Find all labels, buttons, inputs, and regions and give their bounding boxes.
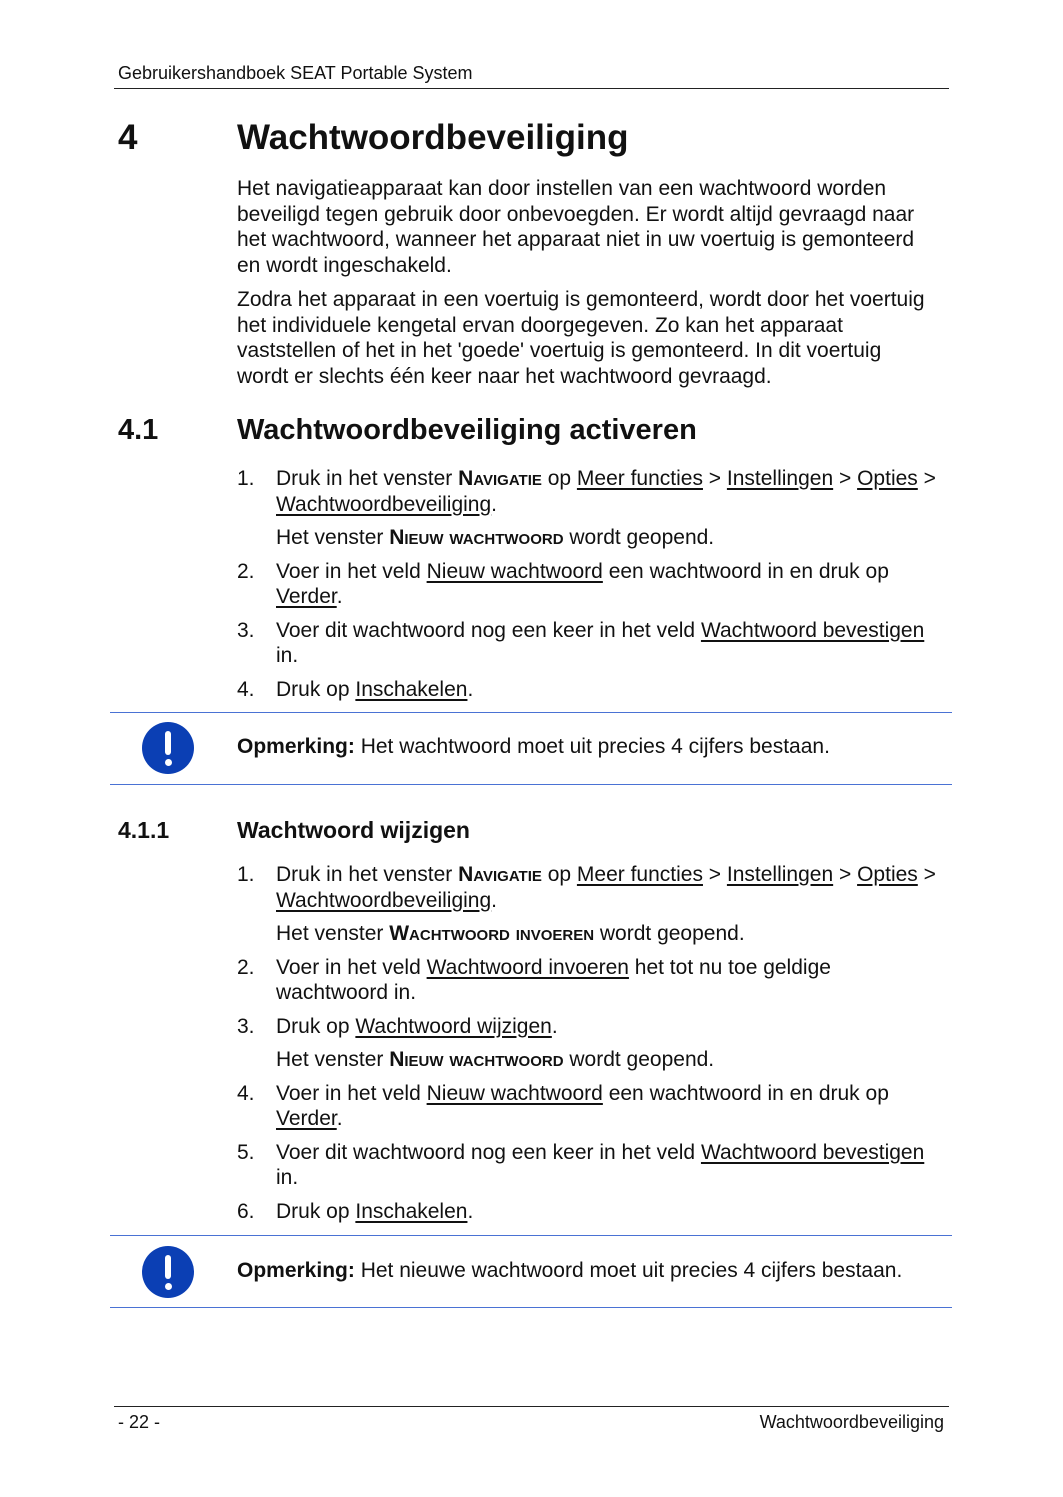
steps-list — [237, 466, 937, 710]
step-text: > — [833, 863, 858, 886]
step-text: op — [541, 467, 577, 490]
note — [237, 735, 830, 759]
step-text: Druk in het venster — [276, 863, 459, 886]
step-number: 6. — [237, 1199, 255, 1223]
step-text: . — [467, 677, 474, 701]
step-instruction — [276, 677, 937, 703]
note-text: Het wachtwoord moet uit precies 4 cijfers bestaan. — [354, 735, 830, 758]
menu-reference: Inschakelen — [355, 1199, 468, 1223]
note-label: Opmerking: — [237, 735, 355, 758]
step-text: Druk op — [276, 677, 356, 701]
window-name: Navigatie — [458, 863, 542, 886]
note-rule-bottom — [110, 1307, 952, 1308]
step-text: een wachtwoord in en druk op — [602, 559, 889, 583]
note-label: Opmerking: — [237, 1259, 355, 1282]
menu-reference: Verder — [276, 585, 337, 608]
running-header: Gebruikershandboek SEAT Portable System — [118, 63, 473, 83]
exclamation-icon — [142, 1246, 194, 1298]
step-item — [237, 1014, 937, 1073]
step-item — [237, 677, 937, 703]
window-name: Wachtwoord invoeren — [389, 922, 595, 945]
step-text: het tot nu toe geldige wachtwoord in. — [276, 955, 831, 1004]
step-text: . — [336, 1107, 343, 1130]
step-text: Druk in het venster — [276, 467, 459, 490]
step-text: > — [702, 467, 727, 490]
window-name: Navigatie — [458, 467, 542, 490]
step-text: Het venster — [276, 526, 390, 549]
step-item — [237, 466, 937, 551]
menu-reference: Instellingen — [726, 467, 834, 490]
menu-reference: Verder — [276, 1107, 337, 1130]
chapter-intro — [237, 176, 937, 398]
menu-reference: Instellingen — [726, 863, 834, 886]
step-text: > — [917, 863, 936, 886]
step-item — [237, 955, 937, 1006]
note — [237, 1259, 902, 1283]
step-text: in. — [276, 644, 299, 667]
section-title: Wachtwoordbeveiliging activeren — [237, 414, 697, 446]
menu-reference: Wachtwoordbeveiliging — [276, 888, 492, 912]
step-text: Voer in het veld — [276, 559, 427, 583]
note-rule-top — [110, 1235, 952, 1236]
exclamation-icon — [142, 722, 194, 774]
window-name: Nieuw wachtwoord — [389, 526, 564, 549]
page-number: - 22 - — [118, 1412, 161, 1432]
menu-reference: Wachtwoord wijzigen — [355, 1014, 552, 1038]
step-text: Het venster — [276, 1048, 390, 1071]
menu-reference: Nieuw wachtwoord — [426, 559, 603, 583]
step-text: Voer in het veld — [276, 955, 427, 979]
step-instruction — [276, 559, 937, 610]
step-text: wordt geopend. — [563, 1048, 715, 1071]
step-instruction — [276, 618, 937, 669]
step-result — [276, 921, 937, 947]
menu-reference: Wachtwoord invoeren — [426, 955, 629, 979]
menu-reference: Inschakelen — [355, 677, 468, 701]
step-text: op — [541, 863, 577, 886]
menu-reference: Opties — [857, 863, 918, 886]
step-instruction — [276, 1140, 937, 1191]
step-instruction — [276, 1014, 937, 1040]
step-text: wordt geopend. — [594, 922, 745, 945]
section-number: 4.1 — [118, 414, 159, 446]
step-text: . — [491, 492, 498, 516]
step-text: Druk op — [276, 1014, 356, 1038]
header-rule — [114, 88, 949, 89]
step-result — [276, 1047, 937, 1073]
step-text: Voer dit wachtwoord nog een keer in het veld — [276, 618, 701, 642]
menu-reference: Meer functies — [576, 863, 703, 886]
step-instruction — [276, 955, 937, 1006]
footer-rule — [114, 1406, 949, 1407]
step-number: 4. — [237, 1081, 255, 1105]
step-item — [237, 559, 937, 610]
subsection-title: Wachtwoord wijzigen — [237, 817, 470, 843]
step-number: 4. — [237, 677, 255, 701]
menu-reference: Wachtwoordbeveiliging — [276, 492, 492, 516]
step-number: 2. — [237, 559, 255, 583]
step-text: wordt geopend. — [563, 526, 715, 549]
step-text: . — [336, 585, 343, 608]
menu-reference: Meer functies — [576, 467, 703, 490]
step-number: 1. — [237, 863, 255, 886]
step-result — [276, 525, 937, 551]
step-number: 3. — [237, 618, 255, 642]
step-text: . — [467, 1199, 474, 1223]
note-text: Het nieuwe wachtwoord moet uit precies 4 cijfers bestaan. — [354, 1259, 903, 1282]
step-text: > — [702, 863, 727, 886]
intro-paragraph: Zodra het apparaat in een voertuig is gemonteerd, wordt door het voertuig het individuele kengetal ervan doorgegeven. Zo kan het apparaat vaststellen of het in het 'goede' voertuig is gemonteerd. In dit voertuig wordt er slechts één keer naar het wachtwoord gevraagd. — [237, 288, 925, 388]
step-number: 5. — [237, 1140, 255, 1164]
window-name: Nieuw wachtwoord — [389, 1048, 564, 1071]
step-number: 3. — [237, 1014, 255, 1038]
step-instruction — [276, 862, 937, 913]
subsection-number: 4.1.1 — [118, 817, 170, 843]
steps-list — [237, 862, 937, 1232]
step-item — [237, 1081, 937, 1132]
step-instruction — [276, 1199, 937, 1225]
menu-reference: Wachtwoord bevestigen — [700, 618, 925, 642]
note-rule-bottom — [110, 784, 952, 785]
step-item — [237, 618, 937, 669]
chapter-title: Wachtwoordbeveiliging — [237, 118, 629, 157]
step-text: Het venster — [276, 922, 390, 945]
step-text: . — [551, 1014, 558, 1038]
footer-section: Wachtwoordbeveiliging — [759, 1412, 944, 1432]
note-rule-top — [110, 712, 952, 713]
step-instruction — [276, 466, 937, 517]
step-text: > — [833, 467, 858, 490]
step-item — [237, 1140, 937, 1191]
chapter-number: 4 — [118, 118, 138, 157]
step-number: 2. — [237, 955, 255, 979]
step-item — [237, 862, 937, 947]
step-text: Voer dit wachtwoord nog een keer in het veld — [276, 1140, 701, 1164]
step-text: . — [491, 888, 498, 912]
intro-paragraph: Het navigatieapparaat kan door instellen van een wachtwoord worden beveiligd tegen gebruik door onbevoegden. Er wordt altijd gevraagd naar het wachtwoord, wanneer het apparaat niet in uw voertuig is gemonteerd en wordt ingeschakeld. — [237, 177, 915, 277]
menu-reference: Nieuw wachtwoord — [426, 1081, 603, 1105]
step-text: Voer in het veld — [276, 1081, 427, 1105]
menu-reference: Wachtwoord bevestigen — [700, 1140, 925, 1164]
menu-reference: Opties — [857, 467, 918, 490]
step-text: een wachtwoord in en druk op — [602, 1081, 889, 1105]
step-text: > — [917, 467, 936, 490]
step-text: Druk op — [276, 1199, 356, 1223]
step-instruction — [276, 1081, 937, 1132]
step-number: 1. — [237, 467, 255, 490]
step-text: in. — [276, 1166, 299, 1189]
step-item — [237, 1199, 937, 1225]
